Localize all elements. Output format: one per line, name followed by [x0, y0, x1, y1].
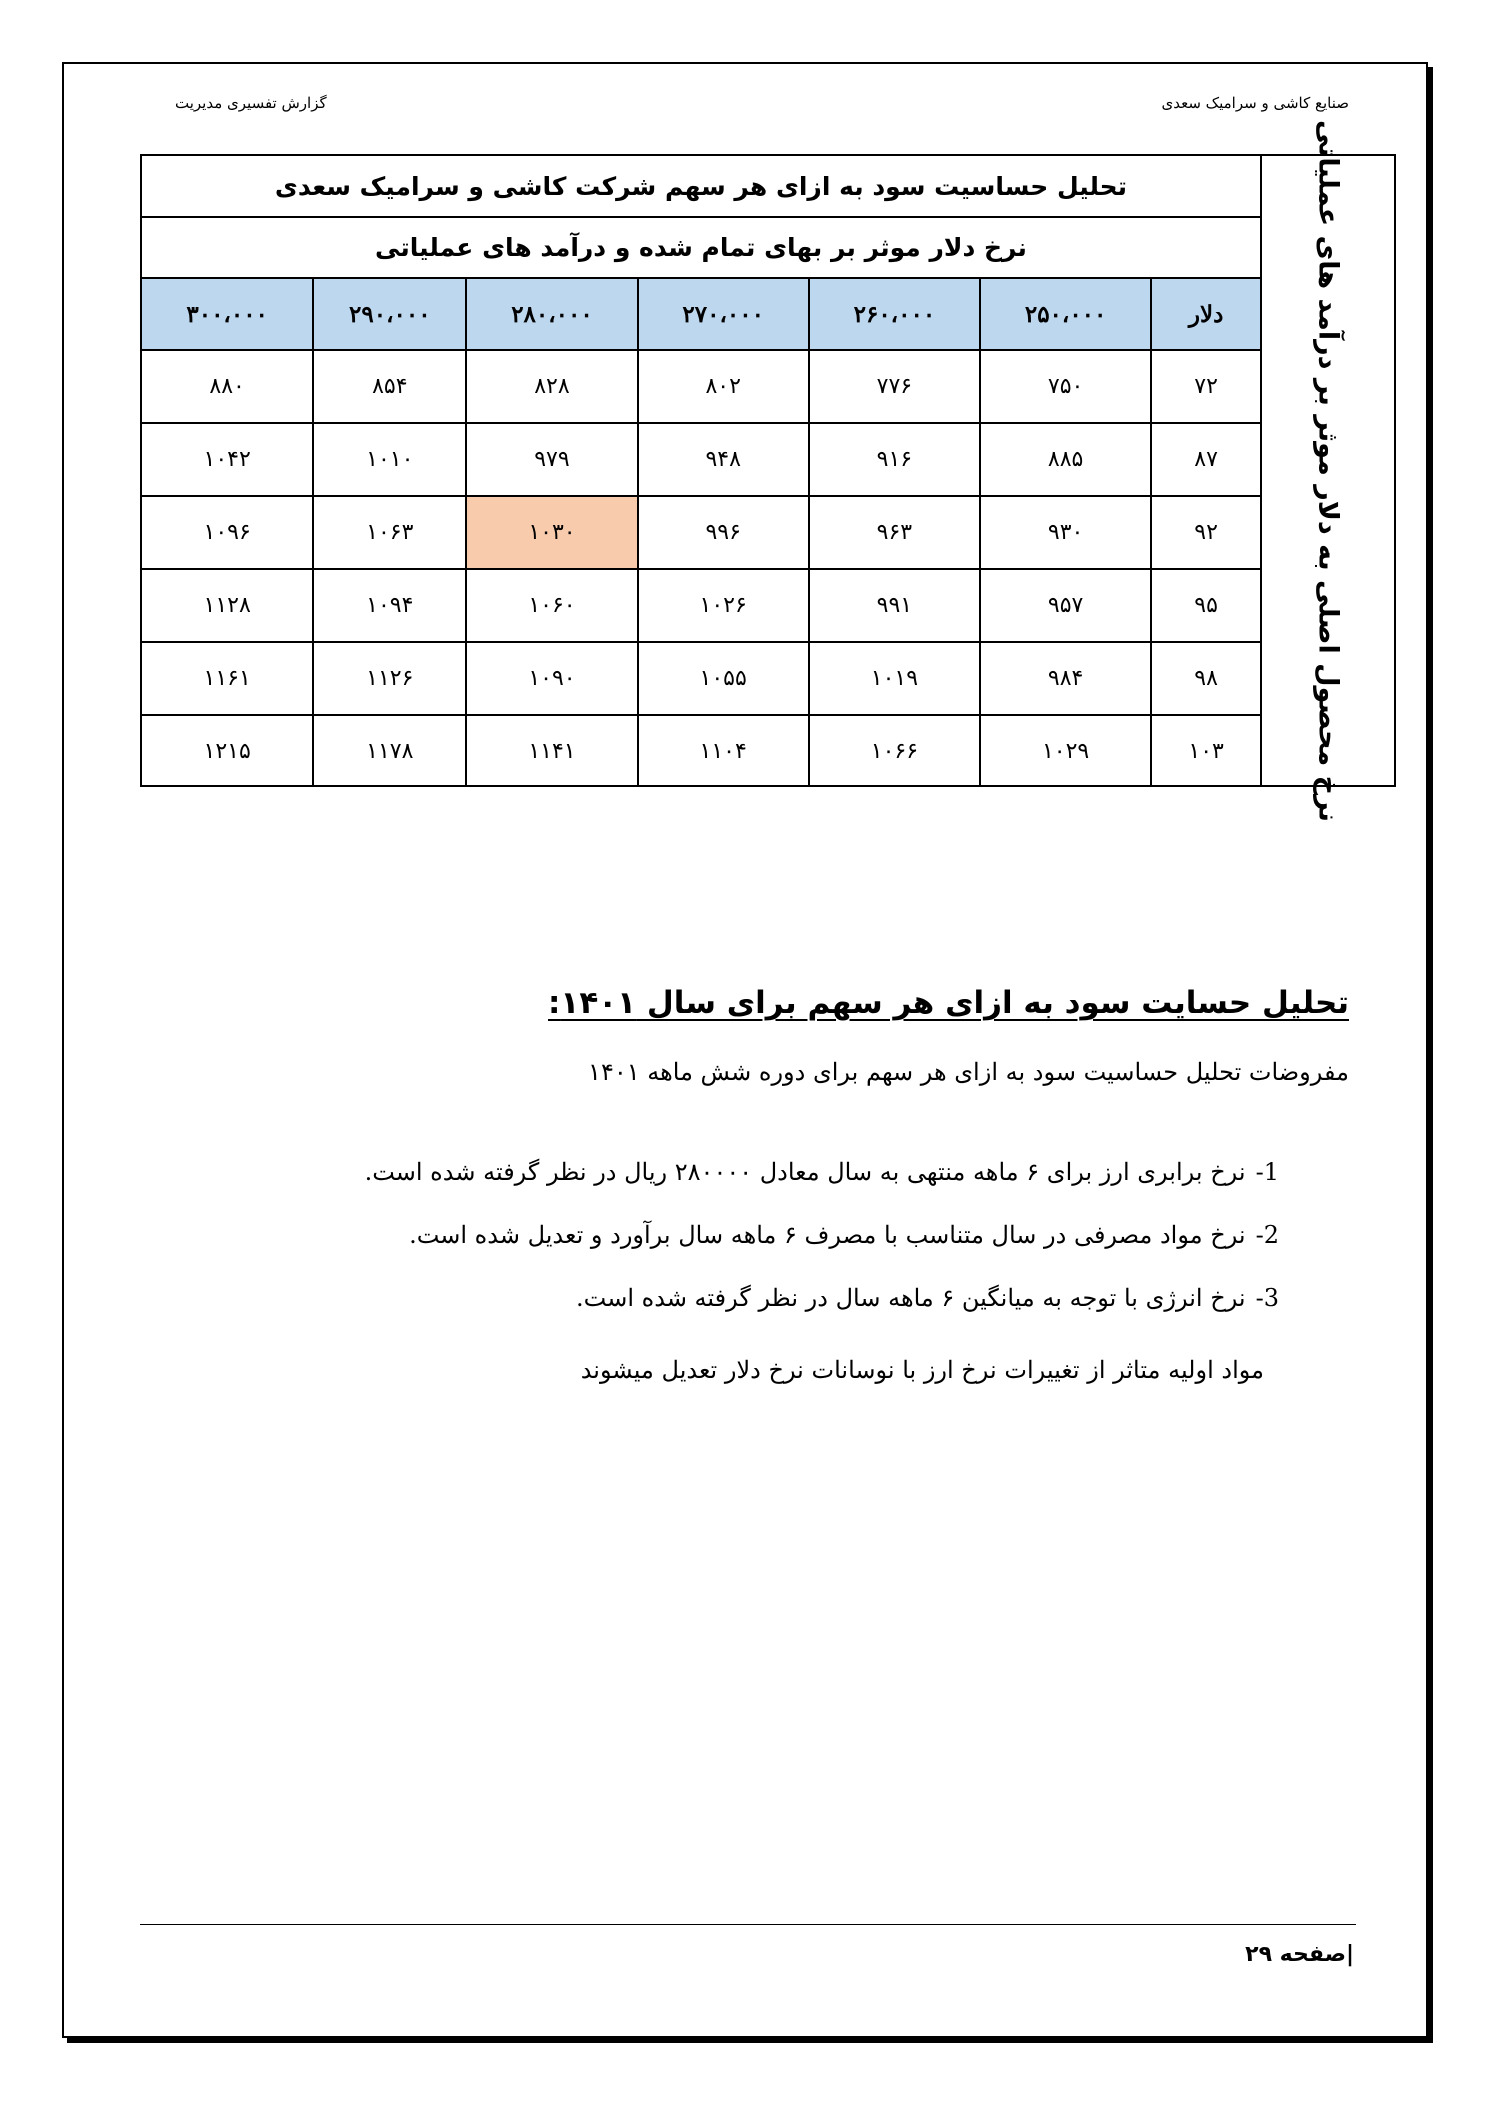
- column-header: ۲۹۰،۰۰۰: [313, 279, 466, 350]
- highlighted-cell: ۱۰۳۰: [466, 496, 637, 569]
- item-text: نرخ انرژی با توجه به میانگین ۶ ماهه سال در نظر گرفته شده است.: [576, 1283, 1246, 1312]
- section-title: تحلیل حسایت سود به ازای هر سهم برای سال ۱۴۰۱:: [548, 985, 1349, 1021]
- table-cell: ۱۱۴۱: [466, 715, 637, 787]
- table-cell: ۱۰۶۰: [466, 569, 637, 642]
- note-text: مواد اولیه متاثر از تغییرات نرخ ارز با نوسانات نرخ دلار تعدیل میشوند: [580, 1356, 1264, 1384]
- table-row: [142, 350, 1260, 423]
- table-cell: ۱۰۳: [1151, 715, 1260, 787]
- column-header: ۲۷۰،۰۰۰: [638, 279, 809, 350]
- table-cell: ۱۱۶۱: [142, 642, 313, 715]
- table-cell: ۹۵: [1151, 569, 1260, 642]
- table-cell: ۹۶۳: [809, 496, 980, 569]
- table-title: تحلیل حساسیت سود به ازای هر سهم شرکت کاشی و سرامیک سعدی: [142, 156, 1260, 218]
- table-cell: ۱۰۹۰: [466, 642, 637, 715]
- table-cell: ۱۱۲۶: [313, 642, 466, 715]
- table-cell: ۸۸۰: [142, 350, 313, 423]
- table-cell: ۹۹۶: [638, 496, 809, 569]
- item-number: 2-: [1255, 1220, 1279, 1249]
- table-cell: ۱۱۷۸: [313, 715, 466, 787]
- table-cell: ۱۰۴۲: [142, 423, 313, 496]
- table-cell: ۹۷۹: [466, 423, 637, 496]
- header-company: صنایع کاشی و سرامیک سعدی: [1161, 94, 1349, 112]
- table-cell: ۹۱۶: [809, 423, 980, 496]
- table-cell: ۹۴۸: [638, 423, 809, 496]
- table-grid: [142, 156, 1260, 785]
- table-cell: ۱۰۹۴: [313, 569, 466, 642]
- column-header: ۲۸۰،۰۰۰: [466, 279, 637, 350]
- table-cell: ۷۵۰: [980, 350, 1151, 423]
- column-header: ۳۰۰،۰۰۰: [142, 279, 313, 350]
- table-cell: ۱۰۹۶: [142, 496, 313, 569]
- column-header: ۲۵۰،۰۰۰: [980, 279, 1151, 350]
- table-cell: ۸۰۲: [638, 350, 809, 423]
- table-cell: ۸۸۵: [980, 423, 1151, 496]
- table-cell: ۹۲: [1151, 496, 1260, 569]
- intro-text: مفروضات تحلیل حساسیت سود به ازای هر سهم برای دوره شش ماهه ۱۴۰۱: [588, 1058, 1349, 1086]
- item-number: 3-: [1255, 1283, 1279, 1312]
- table-row: [142, 496, 1260, 569]
- table-body: [142, 279, 1260, 787]
- table-row: [142, 569, 1260, 642]
- table-cell: ۷۲: [1151, 350, 1260, 423]
- table-cell: ۱۰۵۵: [638, 642, 809, 715]
- table-cell: ۹۳۰: [980, 496, 1151, 569]
- table-row: [142, 642, 1260, 715]
- table-cell: ۱۱۲۸: [142, 569, 313, 642]
- side-label: نرخ محصول اصلی به دلار موثر بر درآمد های عملیاتی: [1312, 119, 1344, 822]
- list-item: [365, 1203, 1279, 1266]
- table-subtitle: نرخ دلار موثر بر بهای تمام شده و درآمد های عملیاتی: [142, 218, 1260, 279]
- table-cell: ۸۷: [1151, 423, 1260, 496]
- header-report-title: گزارش تفسیری مدیریت: [175, 94, 327, 112]
- assumption-list: [365, 1140, 1279, 1329]
- table-cell: ۹۸۴: [980, 642, 1151, 715]
- table-row: [142, 423, 1260, 496]
- item-text: نرخ مواد مصرفی در سال متناسب با مصرف ۶ ماهه سال برآورد و تعدیل شده است.: [409, 1220, 1246, 1249]
- table-cell: ۷۷۶: [809, 350, 980, 423]
- page-number: |صفحه ۲۹: [1245, 1942, 1354, 1967]
- table-cell: ۱۰۲۶: [638, 569, 809, 642]
- table-cell: ۸۲۸: [466, 350, 637, 423]
- table-cell: ۹۵۷: [980, 569, 1151, 642]
- column-header: ۲۶۰،۰۰۰: [809, 279, 980, 350]
- table-cell: ۹۹۱: [809, 569, 980, 642]
- item-text: نرخ برابری ارز برای ۶ ماهه منتهی به سال معادل ۲۸۰۰۰۰ ریال در نظر گرفته شده است.: [364, 1157, 1246, 1186]
- list-item: [365, 1266, 1279, 1329]
- list-item: [365, 1140, 1279, 1203]
- table-cell: ۹۸: [1151, 642, 1260, 715]
- side-label-cell: [1260, 119, 1394, 822]
- item-number: 1-: [1255, 1157, 1279, 1186]
- table-cell: ۱۰۱۰: [313, 423, 466, 496]
- sensitivity-table: [140, 119, 1396, 822]
- table-header-row: [142, 279, 1260, 350]
- table-cell: ۱۰۶۶: [809, 715, 980, 787]
- table-cell: ۱۰۲۹: [980, 715, 1151, 787]
- column-header: دلار: [1151, 279, 1260, 350]
- table-row: [142, 715, 1260, 787]
- table-cell: ۱۰۱۹: [809, 642, 980, 715]
- footer-divider: [140, 1924, 1356, 1925]
- table-cell: ۱۲۱۵: [142, 715, 313, 787]
- table-cell: ۱۰۶۳: [313, 496, 466, 569]
- table-cell: ۱۱۰۴: [638, 715, 809, 787]
- table-cell: ۸۵۴: [313, 350, 466, 423]
